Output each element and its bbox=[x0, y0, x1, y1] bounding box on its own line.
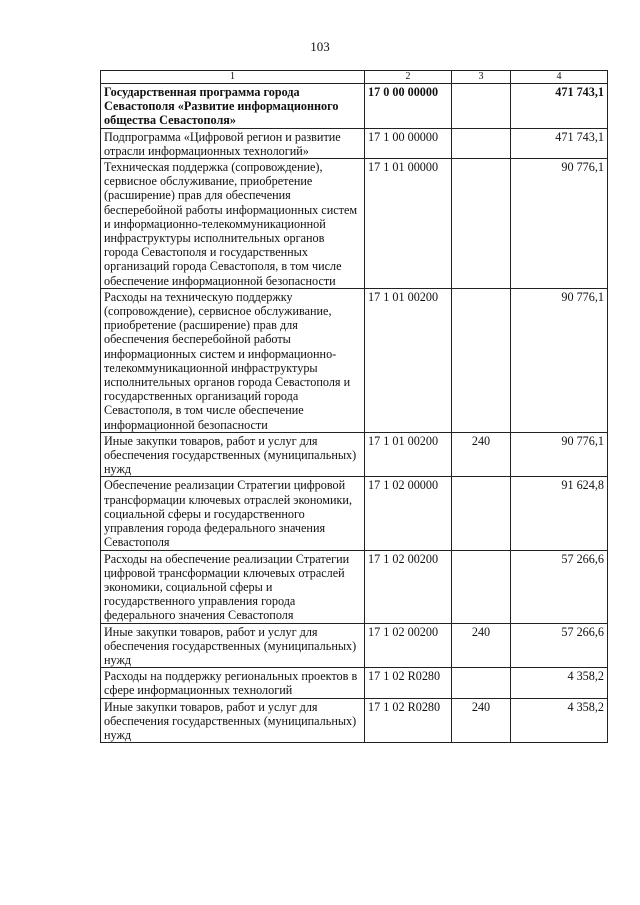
cell-code: 17 1 02 00000 bbox=[365, 477, 452, 550]
cell-sum: 91 624,8 bbox=[511, 477, 608, 550]
table-header-row bbox=[101, 71, 608, 84]
table-row bbox=[101, 623, 608, 668]
cell-code: 17 1 02 00200 bbox=[365, 550, 452, 623]
cell-name: Расходы на поддержку региональных проектов в сфере информационных технологий bbox=[101, 668, 365, 698]
table-row bbox=[101, 698, 608, 743]
cell-sum: 471 743,1 bbox=[511, 84, 608, 129]
cell-code: 17 1 00 00000 bbox=[365, 128, 452, 158]
cell-code: 17 0 00 00000 bbox=[365, 84, 452, 129]
cell-code: 17 1 02 R0280 bbox=[365, 698, 452, 743]
cell-name: Иные закупки товаров, работ и услуг для обеспечения государственных (муниципальных) нужд bbox=[101, 432, 365, 477]
table-row bbox=[101, 128, 608, 158]
cell-type: 240 bbox=[452, 432, 511, 477]
cell-code: 17 1 02 00200 bbox=[365, 623, 452, 668]
cell-name: Иные закупки товаров, работ и услуг для обеспечения государственных (муниципальных) нужд bbox=[101, 623, 365, 668]
column-header-sum: 4 bbox=[511, 71, 608, 84]
cell-name: Подпрограмма «Цифровой регион и развитие отрасли информационных технологий» bbox=[101, 128, 365, 158]
table-row bbox=[101, 84, 608, 129]
cell-code: 17 1 01 00000 bbox=[365, 159, 452, 289]
cell-type bbox=[452, 128, 511, 158]
cell-name: Техническая поддержка (сопровождение), сервисное обслуживание, приобретение (расширение) прав для обеспечения бесперебойной работы информационных систем и информационно-телекоммуникационной инфраструктуры исполнительных органов города Севастополя и государственных организаций города Севастополя, в том числе обеспечение информационной безопасности bbox=[101, 159, 365, 289]
page-number: 103 bbox=[310, 39, 330, 54]
cell-sum: 90 776,1 bbox=[511, 288, 608, 432]
cell-type bbox=[452, 159, 511, 289]
cell-name: Расходы на техническую поддержку (сопровождение), сервисное обслуживание, приобретение (расширение) прав для обеспечения бесперебойной работы информационных систем и информационно-телекоммуникационной инфраструктуры исполнительных органов города Севастополя и государственных организаций города Севастополя, в том числе обеспечение информационной безопасности bbox=[101, 288, 365, 432]
cell-sum: 4 358,2 bbox=[511, 668, 608, 698]
cell-sum: 90 776,1 bbox=[511, 432, 608, 477]
cell-type bbox=[452, 477, 511, 550]
cell-code: 17 1 01 00200 bbox=[365, 288, 452, 432]
cell-sum: 4 358,2 bbox=[511, 698, 608, 743]
cell-type bbox=[452, 84, 511, 129]
cell-sum: 471 743,1 bbox=[511, 128, 608, 158]
cell-name: Расходы на обеспечение реализации Стратегии цифровой трансформации ключевых отраслей экономики, социальной сферы и государственного управления города федерального значения Севастополя bbox=[101, 550, 365, 623]
cell-sum: 57 266,6 bbox=[511, 550, 608, 623]
budget-table bbox=[100, 70, 608, 743]
cell-type: 240 bbox=[452, 698, 511, 743]
cell-type bbox=[452, 288, 511, 432]
column-header-code: 2 bbox=[365, 71, 452, 84]
cell-type bbox=[452, 550, 511, 623]
table-row bbox=[101, 477, 608, 550]
cell-type bbox=[452, 668, 511, 698]
table-row bbox=[101, 432, 608, 477]
cell-sum: 57 266,6 bbox=[511, 623, 608, 668]
cell-code: 17 1 02 R0280 bbox=[365, 668, 452, 698]
cell-name: Обеспечение реализации Стратегии цифровой трансформации ключевых отраслей экономики, социальной сферы и государственного управления города федерального значения Севастополя bbox=[101, 477, 365, 550]
cell-type: 240 bbox=[452, 623, 511, 668]
cell-sum: 90 776,1 bbox=[511, 159, 608, 289]
table-row bbox=[101, 668, 608, 698]
table-body bbox=[101, 84, 608, 743]
table-row bbox=[101, 550, 608, 623]
table-row bbox=[101, 159, 608, 289]
column-header-type: 3 bbox=[452, 71, 511, 84]
cell-name: Государственная программа города Севастополя «Развитие информационного общества Севастополя» bbox=[101, 84, 365, 129]
cell-name: Иные закупки товаров, работ и услуг для обеспечения государственных (муниципальных) нужд bbox=[101, 698, 365, 743]
cell-code: 17 1 01 00200 bbox=[365, 432, 452, 477]
column-header-name: 1 bbox=[101, 71, 365, 84]
table-row bbox=[101, 288, 608, 432]
